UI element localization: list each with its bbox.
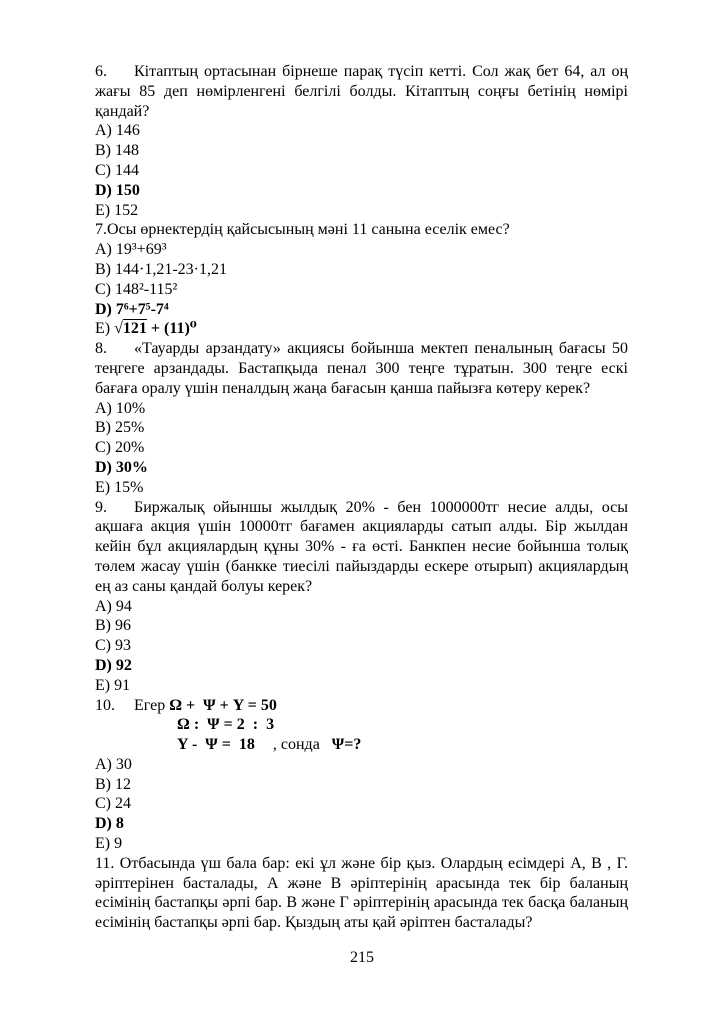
question-ask: Ψ=? bbox=[331, 736, 362, 754]
answer-option: E) 91 bbox=[95, 676, 131, 694]
answer-option: C) 24 bbox=[95, 795, 131, 813]
question-number: 8. bbox=[95, 340, 107, 358]
answer-option: D) 30% bbox=[95, 458, 148, 476]
question-number: 10. bbox=[95, 696, 115, 714]
equation-1: Ω + Ψ + Y = 50 bbox=[169, 696, 277, 714]
question-tail: , сонда bbox=[272, 736, 320, 754]
question-text: Кітаптың ортасынан бірнеше парақ түсіп кетті. Сол жақ бет 64, ал оң жағы 85 деп нөмірленгені белгілі болды. Кітаптың соңғы бетінің нөмірі қандай? bbox=[95, 63, 628, 120]
question-lead: Егер bbox=[134, 696, 166, 714]
question-11-text bbox=[95, 854, 628, 933]
question-10-line-3 bbox=[95, 735, 628, 755]
question-text: Осы өрнектердің қайсысының мәні 11 санына еселік емес? bbox=[107, 221, 510, 239]
answer-option: C) 20% bbox=[95, 439, 145, 457]
sqrt-expression bbox=[114, 320, 147, 337]
option-label: E) bbox=[95, 320, 115, 338]
question-11 bbox=[95, 854, 628, 933]
answer-option: D) 7⁶+7⁵-7⁴ bbox=[95, 300, 169, 318]
answer-option: B) 144·1,21-23·1,21 bbox=[95, 260, 227, 278]
equation-2: Ω : Ψ = 2 : 3 bbox=[177, 716, 275, 734]
question-number: 7. bbox=[95, 221, 107, 239]
answer-option: B) 96 bbox=[95, 617, 131, 635]
question-number: 11. bbox=[95, 854, 115, 872]
question-number: 6. bbox=[95, 63, 107, 80]
page-number: 215 bbox=[350, 949, 374, 967]
equation-3: Y - Ψ = 18 bbox=[177, 736, 255, 754]
question-6 bbox=[95, 62, 628, 220]
answer-option: A) 30 bbox=[95, 755, 132, 773]
question-7 bbox=[95, 220, 628, 339]
question-text: Биржалық ойыншы жылдық 20% - бен 1000000тг несие алды, осы ақшаға акция үшін 10000тг бағамен акцияларды сатып алды. Бір жылдан кейін бұл акциялардың құны 30% - ға өсті. Банкпен несие бойынша толық төлем жасау үшін (банкке тиесілі пайыздарды ескере отырып) акциялардың ең аз саны қандай болуы керек? bbox=[95, 498, 628, 595]
question-number: 9. bbox=[95, 498, 107, 516]
question-9 bbox=[95, 498, 628, 696]
question-8 bbox=[95, 339, 628, 497]
answer-option: E) 15% bbox=[95, 478, 144, 496]
question-6-text bbox=[95, 62, 628, 121]
answer-option bbox=[95, 319, 628, 339]
answer-option: A) 94 bbox=[95, 597, 132, 615]
answer-option: C) 144 bbox=[95, 161, 139, 179]
question-text: Отбасында үш бала бар: екі ұл және бір қыз. Олардың есімдері А, В , Г. әріптерінен басталады, А және В әріптерінің арасында тек бір баланың есімінің бастапқы әрпі бар. В және Г әріптерінің арасында тек басқа баланың есімінің бастапқы әрпі бар. Қыздың аты қай әріптен басталады? bbox=[95, 854, 629, 932]
question-8-text bbox=[95, 339, 628, 398]
answer-option: A) 10% bbox=[95, 399, 146, 417]
answer-option: D) 92 bbox=[95, 656, 132, 674]
answer-option: B) 12 bbox=[95, 775, 131, 793]
question-10-line-2 bbox=[95, 715, 628, 735]
answer-option: C) 93 bbox=[95, 637, 131, 655]
answer-option: E) 152 bbox=[95, 201, 139, 219]
answer-option: A) 19³+69³ bbox=[95, 241, 167, 259]
question-10 bbox=[95, 696, 628, 854]
question-10-line-1 bbox=[95, 696, 628, 716]
question-9-text bbox=[95, 498, 628, 597]
answer-option: D) 150 bbox=[95, 181, 140, 199]
question-text: «Тауарды арзандату» акциясы бойынша мектеп пеналының бағасы 50 теңгеге арзандады. Бастапқыда пенал 300 теңге тұратын. 300 теңге ескі бағаға оралу үшін пеналдың жаңа бағасын қанша пайызға көтеру керек? bbox=[95, 340, 628, 397]
radicand: 121 bbox=[122, 320, 147, 338]
radical-sign: √ bbox=[114, 320, 123, 338]
answer-option: B) 25% bbox=[95, 419, 145, 437]
answer-option: B) 148 bbox=[95, 142, 139, 160]
answer-option: A) 146 bbox=[95, 122, 140, 140]
answer-option: D) 8 bbox=[95, 815, 124, 833]
answer-option: E) 9 bbox=[95, 835, 123, 853]
question-7-text bbox=[95, 220, 628, 240]
option-math-rest: + (11)⁰ bbox=[146, 320, 197, 338]
answer-option: C) 148²-115² bbox=[95, 280, 178, 298]
